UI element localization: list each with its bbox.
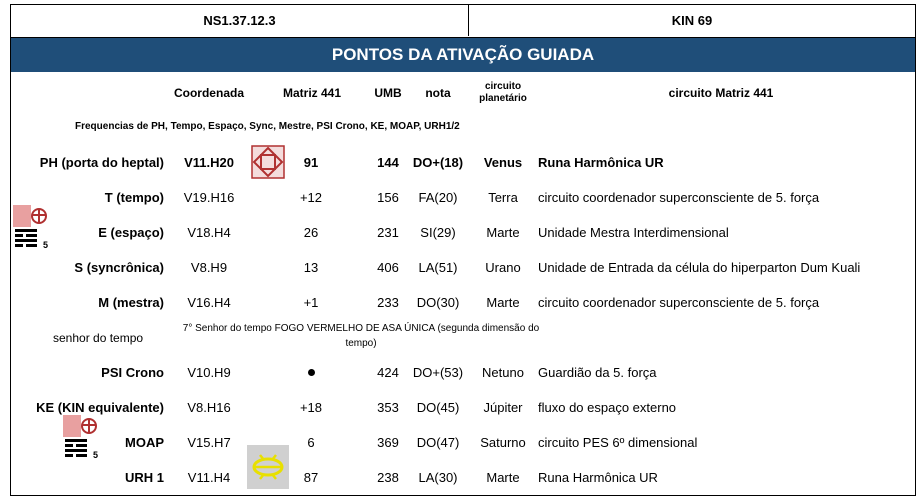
umb-value: 369 — [377, 435, 399, 450]
col-header-umb: UMB — [374, 86, 402, 100]
coordinate: V16.H4 — [187, 295, 231, 310]
table-row — [11, 145, 917, 180]
coordinate: V10.H9 — [187, 365, 231, 380]
dot-icon — [308, 369, 315, 376]
point-name: KE (KIN equivalente) — [36, 400, 164, 415]
matrix-value: +1 — [303, 295, 319, 310]
tzolkin-glyph-icon — [13, 205, 51, 251]
planet: Urano — [485, 260, 521, 275]
note-value: DO(47) — [416, 435, 460, 450]
note-value: SI(29) — [420, 225, 456, 240]
banner-title: PONTOS DA ATIVAÇÃO GUIADA — [11, 37, 915, 72]
matrix-value: 26 — [303, 225, 319, 240]
planet: Netuno — [482, 365, 524, 380]
circuit: Unidade de Entrada da célula do hiperparton Dum Kuali — [538, 260, 861, 275]
circuit: Guardião da 5. força — [538, 365, 657, 380]
table-row — [11, 425, 917, 460]
frequency-note: Frequencias de PH, Tempo, Espaço, Sync, Mestre, PSI Crono, KE, MOAP, URH1/2 — [75, 121, 460, 132]
senhor-do-tempo-text: 7° Senhor do tempo FOGO VERMELHO DE ASA ÚNICA (segunda dimensão do tempo) — [182, 323, 540, 349]
matrix-value: +18 — [299, 400, 323, 415]
coordinate: V19.H16 — [183, 190, 235, 205]
coordinate: V15.H7 — [187, 435, 231, 450]
tzolkin-glyph-icon — [63, 415, 101, 461]
point-name: PH (porta do heptal) — [39, 155, 164, 170]
matrix-value: 87 — [303, 470, 319, 485]
table-row — [11, 180, 917, 215]
circuit: fluxo do espaço externo — [538, 400, 677, 415]
umb-value: 231 — [377, 225, 399, 240]
point-name: S (syncrônica) — [74, 260, 164, 275]
umb-value: 238 — [377, 470, 399, 485]
point-name: M (mestra) — [98, 295, 164, 310]
ns-date-cell: NS1.37.12.3 — [11, 5, 469, 36]
planet: Venus — [483, 155, 523, 170]
matrix-value: 13 — [303, 260, 319, 275]
col-header-nota: nota — [425, 86, 451, 100]
table-row — [11, 250, 917, 285]
matrix-value: 91 — [303, 155, 319, 170]
planet: Júpiter — [483, 400, 523, 415]
activation-points-table — [10, 4, 916, 496]
coordinate: V11.H4 — [187, 470, 231, 485]
planet: Marte — [486, 470, 520, 485]
planet: Saturno — [480, 435, 526, 450]
umb-value: 144 — [377, 155, 399, 170]
point-name: T (tempo) — [104, 190, 164, 205]
matrix-value — [281, 355, 341, 390]
note-value: DO(30) — [416, 295, 460, 310]
point-name: PSI Crono — [101, 365, 164, 380]
table-row — [11, 285, 917, 320]
table-row — [11, 215, 917, 250]
table-row — [11, 390, 917, 425]
point-name: URH 1 — [124, 470, 164, 485]
circuit: circuito coordenador superconsciente de 5. força — [538, 190, 820, 205]
coordinate: V11.H20 — [184, 155, 234, 170]
col-header-circuito-matriz: circuito Matriz 441 — [668, 86, 774, 100]
coordinate: V8.H9 — [190, 260, 228, 275]
point-name: E (espaço) — [98, 225, 164, 240]
glyph-number: 5 — [42, 240, 48, 250]
glyph-number: 5 — [92, 450, 98, 460]
note-value: LA(51) — [418, 260, 458, 275]
col-header-coordenada: Coordenada — [173, 86, 244, 100]
note-value: DO+(18) — [412, 155, 464, 170]
planet: Marte — [486, 225, 520, 240]
note-value: DO(45) — [416, 400, 460, 415]
matrix-value: +12 — [299, 190, 323, 205]
umb-value: 424 — [377, 365, 399, 380]
circuit: circuito coordenador superconsciente de 5. força — [538, 295, 820, 310]
coordinate: V8.H16 — [187, 400, 231, 415]
col-header-circuito-planetario: circuito planetário — [479, 81, 527, 104]
umb-value: 233 — [377, 295, 399, 310]
table-row — [11, 355, 917, 390]
senhor-do-tempo-label: senhor do tempo — [53, 331, 144, 345]
umb-value: 156 — [377, 190, 399, 205]
col-header-matriz: Matriz 441 — [282, 86, 342, 100]
umb-value: 353 — [377, 400, 399, 415]
circuit: circuito PES 6º dimensional — [538, 435, 698, 450]
umb-value: 406 — [377, 260, 399, 275]
heptal-rune-icon — [251, 145, 285, 179]
urh-rune-icon — [247, 445, 289, 489]
circuit: Unidade Mestra Interdimensional — [538, 225, 729, 240]
circuit: Runa Harmônica UR — [538, 155, 664, 170]
circuit: Runa Harmônica UR — [538, 470, 658, 485]
note-value: FA(20) — [418, 190, 458, 205]
kin-cell: KIN 69 — [671, 13, 713, 28]
table-row — [11, 460, 917, 495]
matrix-value: 6 — [307, 435, 315, 450]
top-row — [11, 5, 915, 37]
note-value: LA(30) — [418, 470, 458, 485]
coordinate: V18.H4 — [187, 225, 231, 240]
note-value: DO+(53) — [412, 365, 464, 380]
point-name: MOAP — [125, 435, 164, 450]
planet: Terra — [488, 190, 518, 205]
planet: Marte — [486, 295, 520, 310]
